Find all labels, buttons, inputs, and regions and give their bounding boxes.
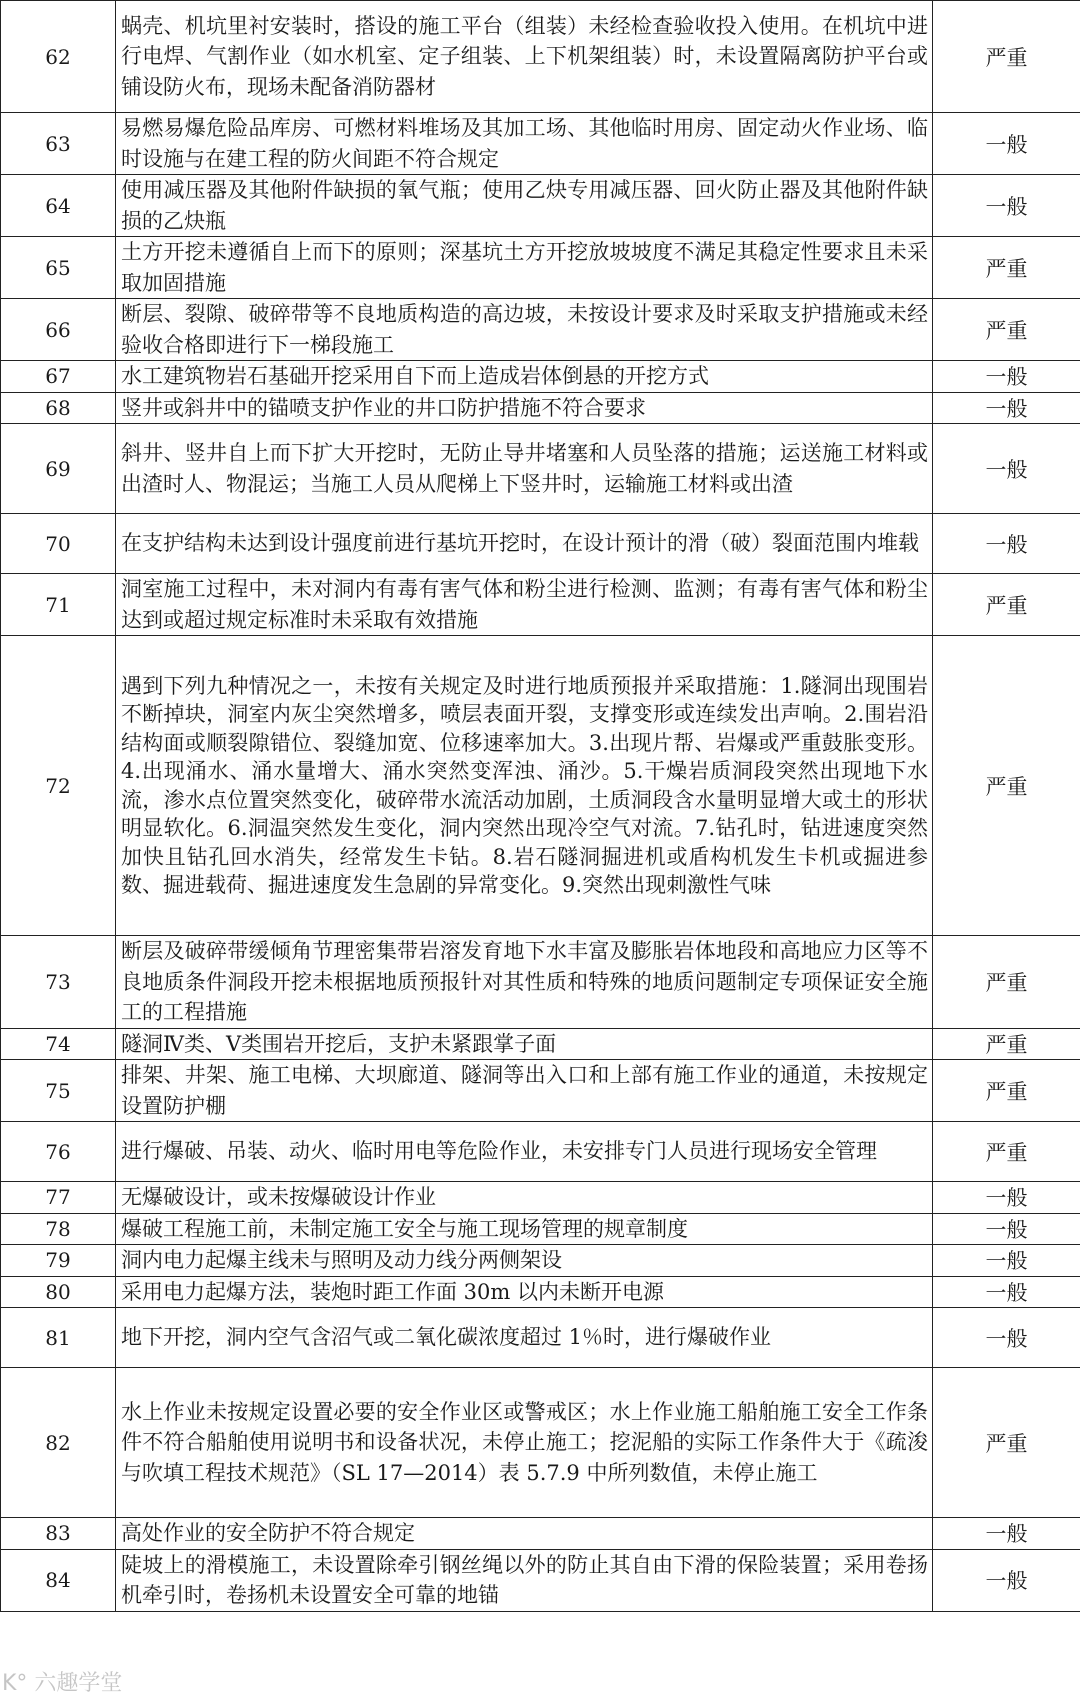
row-number: 62 bbox=[1, 1, 116, 113]
row-number: 64 bbox=[1, 175, 116, 237]
severity-level: 严重 bbox=[933, 1060, 1080, 1122]
row-number: 74 bbox=[1, 1028, 116, 1060]
table-row bbox=[1, 424, 1080, 514]
severity-level: 一般 bbox=[933, 1518, 1080, 1550]
hazard-table-body bbox=[1, 1, 1080, 1612]
severity-level: 一般 bbox=[933, 1276, 1080, 1308]
hazard-description: 易燃易爆危险品库房、可燃材料堆场及其加工场、其他临时用房、固定动火作业场、临时设施与在建工程的防火间距不符合规定 bbox=[116, 113, 933, 175]
table-row bbox=[1, 1122, 1080, 1182]
row-number: 75 bbox=[1, 1060, 116, 1122]
severity-level: 严重 bbox=[933, 574, 1080, 636]
table-row bbox=[1, 299, 1080, 361]
severity-level: 一般 bbox=[933, 113, 1080, 175]
table-row bbox=[1, 936, 1080, 1029]
table-row bbox=[1, 1182, 1080, 1214]
table-row bbox=[1, 514, 1080, 574]
hazard-description: 无爆破设计，或未按爆破设计作业 bbox=[116, 1182, 933, 1214]
hazard-description: 进行爆破、吊装、动火、临时用电等危险作业，未安排专门人员进行现场安全管理 bbox=[116, 1122, 933, 1182]
hazard-description: 蜗壳、机坑里衬安装时，搭设的施工平台（组装）未经检查验收投入使用。在机坑中进行电焊、气割作业（如水机室、定子组装、上下机架组装）时，未设置隔离防护平台或铺设防火布，现场未配备消防器材 bbox=[116, 1, 933, 113]
table-row bbox=[1, 636, 1080, 936]
hazard-description: 遇到下列九种情况之一，未按有关规定及时进行地质预报并采取措施：1.隧洞出现围岩不断掉块，洞室内灰尘突然增多，喷层表面开裂，支撑变形或连续发出声响。2.围岩沿结构面或顺裂隙错位、裂缝加宽、位移速率加大。3.出现片帮、岩爆或严重鼓胀变形。4.出现涌水、涌水量增大、涌水突然变浑浊、涌沙。5.干燥岩质洞段突然出现地下水流，渗水点位置突然变化，破碎带水流活动加剧，土质洞段含水量明显增大或土的形状明显软化。6.洞温突然发生变化，洞内突然出现冷空气对流。7.钻孔时，钻进速度突然加快且钻孔回水消失，经常发生卡钻。8.岩石隧洞掘进机或盾构机发生卡机或掘进参数、掘进载荷、掘进速度发生急剧的异常变化。9.突然出现刺激性气味 bbox=[116, 636, 933, 936]
table-row bbox=[1, 392, 1080, 424]
table-row bbox=[1, 1213, 1080, 1245]
table-row bbox=[1, 361, 1080, 393]
row-number: 69 bbox=[1, 424, 116, 514]
row-number: 83 bbox=[1, 1518, 116, 1550]
severity-level: 严重 bbox=[933, 1122, 1080, 1182]
hazard-description: 隧洞Ⅳ类、Ⅴ类围岩开挖后，支护未紧跟掌子面 bbox=[116, 1028, 933, 1060]
table-row bbox=[1, 1028, 1080, 1060]
row-number: 67 bbox=[1, 361, 116, 393]
row-number: 68 bbox=[1, 392, 116, 424]
severity-level: 严重 bbox=[933, 299, 1080, 361]
row-number: 79 bbox=[1, 1245, 116, 1277]
severity-level: 一般 bbox=[933, 175, 1080, 237]
severity-level: 严重 bbox=[933, 1, 1080, 113]
table-row bbox=[1, 574, 1080, 636]
hazard-description: 使用减压器及其他附件缺损的氧气瓶；使用乙炔专用减压器、回火防止器及其他附件缺损的乙炔瓶 bbox=[116, 175, 933, 237]
severity-level: 严重 bbox=[933, 237, 1080, 299]
severity-level: 一般 bbox=[933, 1245, 1080, 1277]
row-number: 65 bbox=[1, 237, 116, 299]
hazard-description: 地下开挖，洞内空气含沼气或二氧化碳浓度超过 1％时，进行爆破作业 bbox=[116, 1308, 933, 1368]
table-row bbox=[1, 1368, 1080, 1518]
row-number: 77 bbox=[1, 1182, 116, 1214]
severity-level: 一般 bbox=[933, 1213, 1080, 1245]
hazard-description: 采用电力起爆方法，装炮时距工作面 30m 以内未断开电源 bbox=[116, 1276, 933, 1308]
hazard-description: 爆破工程施工前，未制定施工安全与施工现场管理的规章制度 bbox=[116, 1213, 933, 1245]
table-row bbox=[1, 1, 1080, 113]
severity-level: 一般 bbox=[933, 361, 1080, 393]
row-number: 81 bbox=[1, 1308, 116, 1368]
table-row bbox=[1, 237, 1080, 299]
severity-level: 一般 bbox=[933, 392, 1080, 424]
hazard-description: 斜井、竖井自上而下扩大开挖时，无防止导井堵塞和人员坠落的措施；运送施工材料或出渣时人、物混运；当施工人员从爬梯上下竖井时，运输施工材料或出渣 bbox=[116, 424, 933, 514]
table-row bbox=[1, 1518, 1080, 1550]
severity-level: 一般 bbox=[933, 1308, 1080, 1368]
row-number: 72 bbox=[1, 636, 116, 936]
table-row bbox=[1, 175, 1080, 237]
hazard-description: 水上作业未按规定设置必要的安全作业区或警戒区；水上作业施工船舶施工安全工作条件不符合船舶使用说明书和设备状况，未停止施工；挖泥船的实际工作条件大于《疏浚与吹填工程技术规范》（SL 17—2014）表 5.7.9 中所列数值，未停止施工 bbox=[116, 1368, 933, 1518]
hazard-description: 洞内电力起爆主线未与照明及动力线分两侧架设 bbox=[116, 1245, 933, 1277]
watermark-logo: K° 六趣学堂 bbox=[2, 1671, 123, 1696]
severity-level: 严重 bbox=[933, 636, 1080, 936]
table-row bbox=[1, 1308, 1080, 1368]
hazard-description: 排架、井架、施工电梯、大坝廊道、隧洞等出入口和上部有施工作业的通道，未按规定设置防护棚 bbox=[116, 1060, 933, 1122]
table-row bbox=[1, 113, 1080, 175]
row-number: 70 bbox=[1, 514, 116, 574]
severity-level: 一般 bbox=[933, 1182, 1080, 1214]
severity-level: 严重 bbox=[933, 936, 1080, 1029]
hazard-description: 土方开挖未遵循自上而下的原则；深基坑土方开挖放坡坡度不满足其稳定性要求且未采取加固措施 bbox=[116, 237, 933, 299]
hazard-description: 陡坡上的滑模施工，未设置除牵引钢丝绳以外的防止其自由下滑的保险装置；采用卷扬机牵引时，卷扬机未设置安全可靠的地锚 bbox=[116, 1549, 933, 1611]
row-number: 82 bbox=[1, 1368, 116, 1518]
row-number: 63 bbox=[1, 113, 116, 175]
hazard-description: 水工建筑物岩石基础开挖采用自下而上造成岩体倒悬的开挖方式 bbox=[116, 361, 933, 393]
table-row bbox=[1, 1276, 1080, 1308]
hazard-description: 高处作业的安全防护不符合规定 bbox=[116, 1518, 933, 1550]
hazard-description: 断层、裂隙、破碎带等不良地质构造的高边坡，未按设计要求及时采取支护措施或未经验收合格即进行下一梯段施工 bbox=[116, 299, 933, 361]
table-row bbox=[1, 1549, 1080, 1611]
row-number: 73 bbox=[1, 936, 116, 1029]
hazard-description: 竖井或斜井中的锚喷支护作业的井口防护措施不符合要求 bbox=[116, 392, 933, 424]
row-number: 78 bbox=[1, 1213, 116, 1245]
severity-level: 一般 bbox=[933, 1549, 1080, 1611]
severity-level: 一般 bbox=[933, 514, 1080, 574]
hazard-description: 在支护结构未达到设计强度前进行基坑开挖时，在设计预计的滑（破）裂面范围内堆载 bbox=[116, 514, 933, 574]
severity-level: 一般 bbox=[933, 424, 1080, 514]
row-number: 66 bbox=[1, 299, 116, 361]
row-number: 71 bbox=[1, 574, 116, 636]
table-row bbox=[1, 1060, 1080, 1122]
severity-level: 严重 bbox=[933, 1028, 1080, 1060]
row-number: 84 bbox=[1, 1549, 116, 1611]
row-number: 76 bbox=[1, 1122, 116, 1182]
severity-level: 严重 bbox=[933, 1368, 1080, 1518]
hazard-description: 断层及破碎带缓倾角节理密集带岩溶发育地下水丰富及膨胀岩体地段和高地应力区等不良地质条件洞段开挖未根据地质预报针对其性质和特殊的地质问题制定专项保证安全施工的工程措施 bbox=[116, 936, 933, 1029]
hazard-description: 洞室施工过程中，未对洞内有毒有害气体和粉尘进行检测、监测；有毒有害气体和粉尘达到或超过规定标准时未采取有效措施 bbox=[116, 574, 933, 636]
table-row bbox=[1, 1245, 1080, 1277]
row-number: 80 bbox=[1, 1276, 116, 1308]
